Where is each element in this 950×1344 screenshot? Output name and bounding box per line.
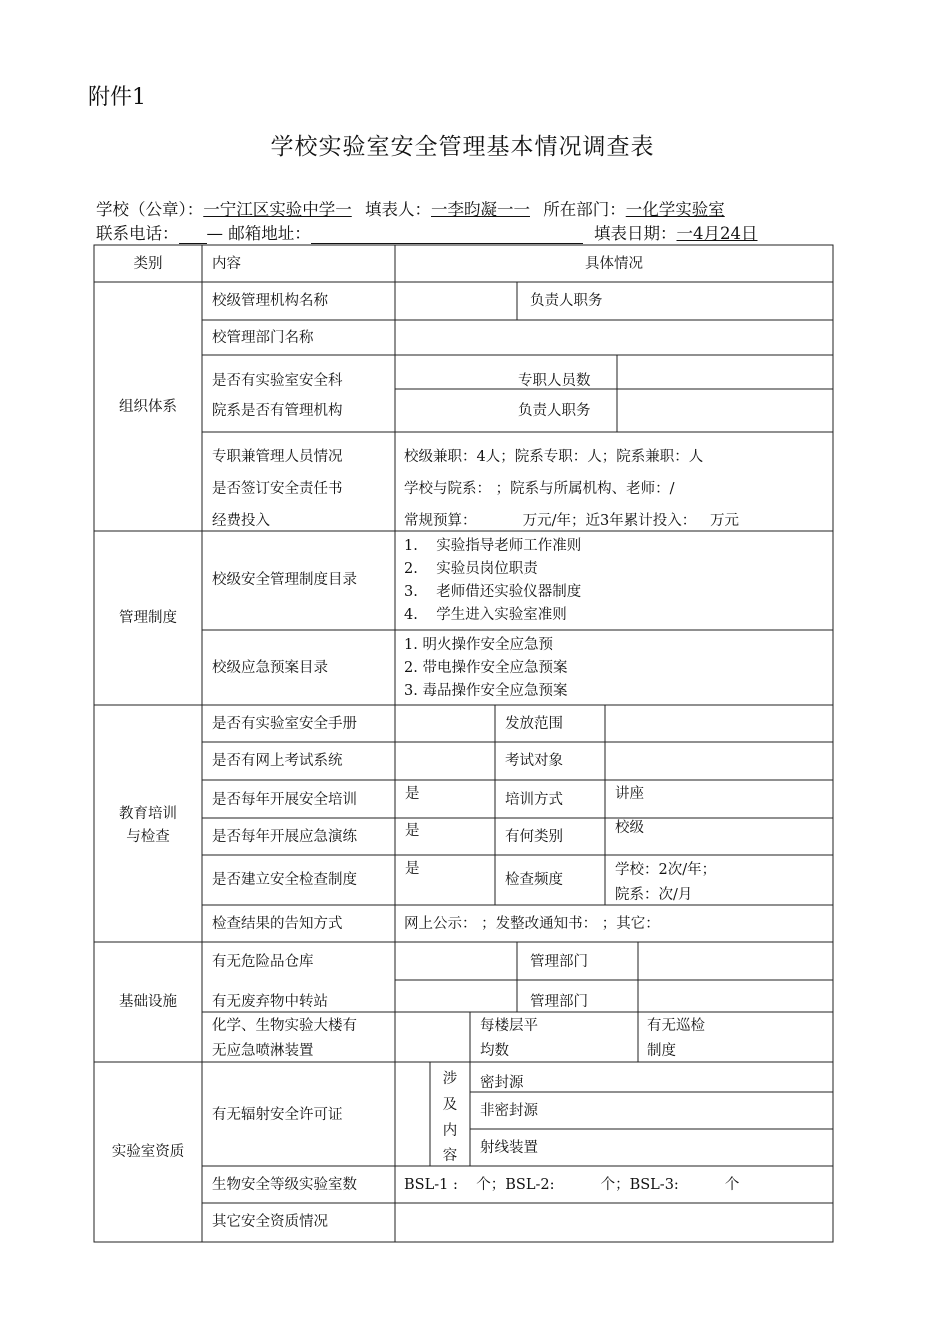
mgmt-r1-label: 校级安全管理制度目录 <box>212 572 357 588</box>
category-edu-line2: 与检查 <box>126 829 170 845</box>
attachment-label: 附件1 <box>88 85 146 110</box>
category-edu-line1: 教育培训 <box>119 806 177 822</box>
phone-label: 联系电话： <box>96 224 179 243</box>
category-mgmt: 管理制度 <box>119 610 177 626</box>
edu-r5-sub: 检查频度 <box>505 872 563 888</box>
col-header-detail: 具体情况 <box>585 256 643 272</box>
edu-r1-label: 是否有实验室安全手册 <box>212 716 357 732</box>
infra-r1-sub: 管理部门 <box>530 954 588 970</box>
edu-r5-value: 是 <box>405 861 420 877</box>
edu-r3-sub: 培训方式 <box>505 792 563 808</box>
qual-r1-scope: 及 <box>442 1097 458 1113</box>
school-label: 学校（公章）： <box>96 200 204 219</box>
phone-value: — <box>206 224 223 243</box>
dept-label: 所在部门： <box>543 200 626 219</box>
form-title: 学校实验室安全管理基本情况调查表 <box>270 134 655 160</box>
filler-value[interactable]: 一李昀凝一一 <box>431 200 530 219</box>
dept-value[interactable]: 一化学实验室 <box>625 200 725 219</box>
edu-r2-sub: 考试对象 <box>505 753 563 769</box>
edu-r3-right: 讲座 <box>615 786 644 802</box>
qual-r1-scope: 涉 <box>442 1071 458 1087</box>
infra-r2-sub: 管理部门 <box>530 994 588 1010</box>
edu-r3-label: 是否每年开展安全培训 <box>212 792 357 808</box>
qual-r1-item: 非密封源 <box>480 1103 538 1119</box>
infra-r3-sub-line2: 均数 <box>480 1043 509 1059</box>
edu-r6-label: 检查结果的告知方式 <box>212 916 343 932</box>
edu-r5-right-line2: 院系：次/月 <box>615 887 693 903</box>
org-r3-label: 是否有实验室安全科 <box>212 373 343 389</box>
infra-r2-label: 有无废弃物中转站 <box>212 994 328 1010</box>
org-r6-value: 学校与院系： ；院系与所属机构、老师：/ <box>404 481 675 497</box>
org-r5-value: 校级兼职：4人；院系专职：人；院系兼职：人 <box>404 449 704 465</box>
category-infra: 基础设施 <box>119 994 177 1010</box>
infra-r3-sub2-line2: 制度 <box>647 1043 676 1059</box>
mgmt-r1-item: 4. 学生进入实验室准则 <box>404 607 567 623</box>
infra-r3-label-line2: 无应急喷淋装置 <box>212 1043 314 1059</box>
org-r7-label: 经费投入 <box>212 513 270 529</box>
qual-r3-label: 其它安全资质情况 <box>212 1214 328 1230</box>
filler-label: 填表人： <box>365 200 431 219</box>
category-org: 组织体系 <box>119 399 177 415</box>
qual-r2-value: BSL-1 : 个；BSL-2: 个；BSL-3: 个 <box>404 1177 740 1193</box>
mgmt-r2-label: 校级应急预案目录 <box>212 660 328 676</box>
qual-r2-label: 生物安全等级实验室数 <box>212 1177 357 1193</box>
school-value[interactable]: 一宁江区实验中学一 <box>203 200 352 219</box>
mgmt-r2-item: 2. 带电操作安全应急预案 <box>404 660 568 676</box>
mgmt-r1-item: 3. 老师借还实验仪器制度 <box>404 584 582 600</box>
mgmt-r1-item: 2. 实验员岗位职责 <box>404 561 538 577</box>
infra-r3-sub2-line1: 有无巡检 <box>647 1018 705 1034</box>
edu-r2-label: 是否有网上考试系统 <box>212 753 343 769</box>
date-label: 填表日期： <box>594 224 677 243</box>
mgmt-r2-item: 1. 明火操作安全应急预 <box>404 637 553 653</box>
org-r1-sub: 负责人职务 <box>530 293 603 309</box>
email-label: 邮箱地址： <box>228 224 311 243</box>
org-r3-sub: 专职人员数 <box>518 373 591 389</box>
org-r6-label: 是否签订安全责任书 <box>212 481 343 497</box>
category-qual: 实验室资质 <box>111 1144 185 1160</box>
infra-r3-label-line1: 化学、生物实验大楼有 <box>212 1018 357 1034</box>
col-header-category: 类别 <box>133 256 163 272</box>
edu-r6-value: 网上公示： ；发整改通知书： ；其它： <box>404 916 660 932</box>
edu-r1-sub: 发放范围 <box>505 716 563 732</box>
mgmt-r2-item: 3. 毒品操作安全应急预案 <box>404 683 568 699</box>
org-r1-label: 校级管理机构名称 <box>212 293 328 309</box>
mgmt-r1-item: 1. 实验指导老师工作准则 <box>404 538 582 554</box>
qual-r1-scope: 容 <box>442 1148 458 1164</box>
edu-r4-label: 是否每年开展应急演练 <box>212 829 357 845</box>
edu-r5-label: 是否建立安全检查制度 <box>212 872 357 888</box>
qual-r1-item: 射线装置 <box>480 1140 538 1156</box>
org-r4-label: 院系是否有管理机构 <box>212 403 343 419</box>
edu-r4-sub: 有何类别 <box>505 829 563 845</box>
infra-r3-sub-line1: 每楼层平 <box>480 1018 538 1034</box>
edu-r4-right: 校级 <box>615 820 644 836</box>
org-r7-value: 常规预算： 万元/年；近3年累计投入： 万元 <box>404 513 740 529</box>
edu-r4-value: 是 <box>405 823 420 839</box>
infra-r1-label: 有无危险品仓库 <box>212 954 314 970</box>
qual-r1-item: 密封源 <box>480 1075 524 1091</box>
edu-r5-right-line1: 学校：2次/年； <box>615 862 717 878</box>
qual-r1-scope: 内 <box>442 1123 458 1139</box>
org-r4-sub: 负责人职务 <box>518 403 591 419</box>
col-header-content: 内容 <box>212 256 241 272</box>
edu-r3-value: 是 <box>405 786 420 802</box>
qual-r1-label: 有无辐射安全许可证 <box>212 1107 343 1123</box>
org-r2-label: 校管理部门名称 <box>212 330 314 346</box>
date-value[interactable]: 一4月24日 <box>676 224 758 243</box>
org-r5-label: 专职兼管理人员情况 <box>212 449 343 465</box>
